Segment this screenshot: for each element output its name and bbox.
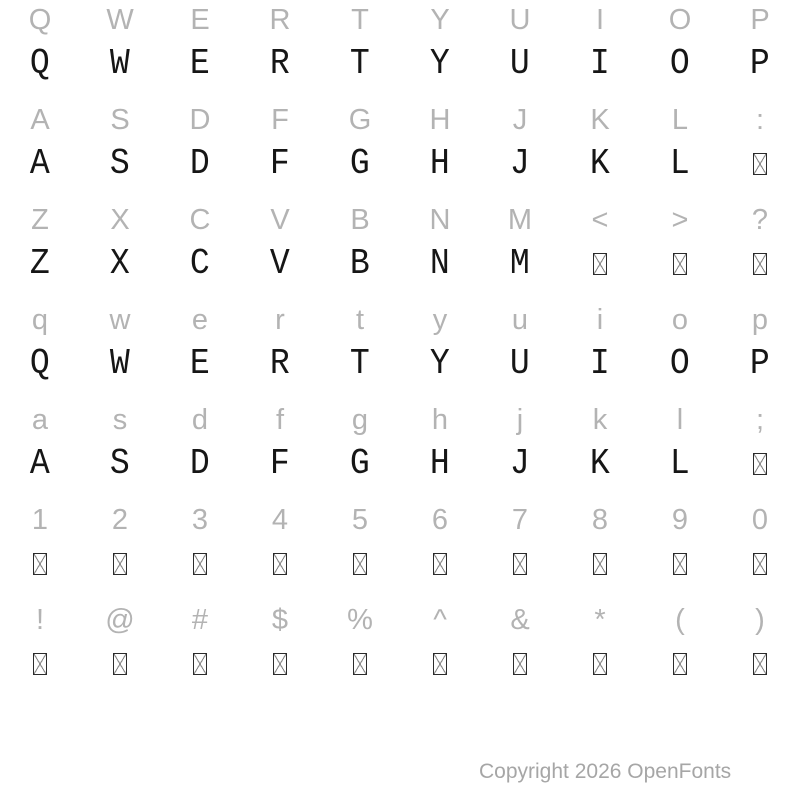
reference-char: ; [755,404,765,436]
missing-glyph-box [113,653,127,675]
row-symbols [0,600,800,700]
reference-char-line [0,200,800,240]
reference-char: O [668,4,692,36]
reference-char-line [0,100,800,140]
reference-char: B [350,204,370,236]
font-glyph: V [270,243,290,284]
reference-char: U [509,4,531,36]
font-glyph: Z [30,243,50,284]
reference-char: ( [675,604,685,636]
missing-glyph-box [593,653,607,675]
reference-char: V [270,204,290,236]
missing-glyph-box [433,553,447,575]
reference-char: ! [35,604,45,636]
reference-char: i [596,304,604,336]
reference-char-line [0,600,800,640]
missing-glyph-box [273,553,287,575]
font-glyph: D [190,443,210,484]
reference-char-line [0,0,800,40]
font-glyph: C [190,243,210,284]
font-glyph: K [590,443,610,484]
reference-char: M [507,204,533,236]
reference-char: J [512,104,528,136]
missing-glyph-box [353,553,367,575]
reference-char: f [275,404,285,436]
reference-char: 5 [351,504,369,536]
font-glyph: D [190,143,210,184]
reference-char: Z [31,204,49,236]
missing-glyph-box [753,453,767,475]
missing-glyph-box [513,653,527,675]
reference-char: T [351,4,369,36]
reference-char: E [190,4,210,36]
reference-char: X [110,204,130,236]
reference-char: $ [271,604,289,636]
font-glyph: Q [30,43,50,84]
font-glyph: Y [430,343,450,384]
missing-glyph-box [753,253,767,275]
reference-char: % [347,604,373,636]
reference-char: N [429,204,451,236]
missing-glyph-box [673,653,687,675]
font-glyph: N [430,243,450,284]
reference-char: H [429,104,451,136]
font-glyph-line [0,640,800,688]
reference-char-line [0,500,800,540]
reference-char: e [191,304,209,336]
reference-char-line [0,300,800,340]
font-glyph: F [270,143,290,184]
reference-char: 8 [591,504,609,536]
font-glyph: F [270,443,290,484]
font-glyph-line [0,140,800,188]
reference-char: s [112,404,128,436]
font-glyph: T [350,343,370,384]
missing-glyph-box [753,553,767,575]
row-uppercase-zxcvbnm-punct [0,200,800,300]
reference-char: ? [751,204,769,236]
reference-char: L [671,104,689,136]
reference-char: W [106,4,134,36]
missing-glyph-box [353,653,367,675]
font-glyph: R [270,343,290,384]
row-lowercase-asdfghjkl-semicolon [0,400,800,500]
reference-char: y [432,304,448,336]
font-glyph-line [0,240,800,288]
reference-char: A [30,104,50,136]
missing-glyph-box [593,253,607,275]
font-glyph: O [670,343,690,384]
font-glyph: A [30,443,50,484]
font-glyph: E [190,343,210,384]
reference-char: h [431,404,449,436]
reference-char: 2 [111,504,129,536]
missing-glyph-box [753,153,767,175]
reference-char: t [355,304,365,336]
row-uppercase-asdfghjkl-colon [0,100,800,200]
reference-char: ^ [433,604,447,636]
reference-char: w [109,304,131,336]
font-glyph: M [510,243,530,284]
font-glyph: G [350,443,370,484]
font-glyph: T [350,43,370,84]
missing-glyph-box [673,553,687,575]
font-glyph: G [350,143,370,184]
font-glyph: H [430,143,450,184]
font-glyph: E [190,43,210,84]
reference-char: g [351,404,369,436]
reference-char: Q [28,4,52,36]
font-glyph: J [510,143,530,184]
reference-char: 9 [671,504,689,536]
row-lowercase-qwertyuiop [0,300,800,400]
font-glyph: P [750,43,770,84]
reference-char: K [590,104,610,136]
font-glyph: A [30,143,50,184]
reference-char-line [0,400,800,440]
missing-glyph-box [193,553,207,575]
missing-glyph-box [273,653,287,675]
missing-glyph-box [593,553,607,575]
reference-char: Y [430,4,450,36]
reference-char: a [31,404,49,436]
missing-glyph-box [193,653,207,675]
reference-char: * [594,604,606,636]
reference-char: 6 [431,504,449,536]
missing-glyph-box [513,553,527,575]
reference-char: r [275,304,285,336]
font-glyph-line [0,440,800,488]
font-glyph: W [110,343,130,384]
font-glyph: R [270,43,290,84]
font-glyph: L [670,143,690,184]
missing-glyph-box [113,553,127,575]
reference-char: p [751,304,769,336]
reference-char: # [191,604,209,636]
font-glyph: O [670,43,690,84]
font-glyph: Q [30,343,50,384]
reference-char: C [189,204,211,236]
reference-char: 4 [271,504,289,536]
font-glyph-line [0,40,800,88]
font-glyph: K [590,143,610,184]
font-glyph: W [110,43,130,84]
reference-char: l [676,404,684,436]
font-glyph-line [0,540,800,588]
missing-glyph-box [433,653,447,675]
font-glyph: U [510,343,530,384]
reference-char: 0 [751,504,769,536]
font-glyph: P [750,343,770,384]
reference-char: & [510,604,530,636]
font-glyph: L [670,443,690,484]
font-glyph: B [350,243,370,284]
reference-char: 1 [31,504,49,536]
font-glyph: S [110,443,130,484]
reference-char: q [31,304,49,336]
font-glyph: Y [430,43,450,84]
reference-char: S [110,104,130,136]
reference-char: > [671,204,689,236]
reference-char: ) [755,604,765,636]
missing-glyph-box [33,553,47,575]
reference-char: G [348,104,372,136]
reference-char: R [269,4,291,36]
reference-char: j [516,404,524,436]
reference-char: F [271,104,289,136]
copyright-text: Copyright 2026 OpenFonts [479,760,732,783]
font-glyph-line [0,340,800,388]
row-uppercase-qwertyuiop [0,0,800,100]
reference-char: u [511,304,529,336]
reference-char: 7 [511,504,529,536]
font-glyph: U [510,43,530,84]
reference-char: 3 [191,504,209,536]
reference-char: d [191,404,209,436]
missing-glyph-box [753,653,767,675]
reference-char: I [595,4,605,36]
font-glyph: J [510,443,530,484]
row-digits [0,500,800,600]
reference-char: o [671,304,689,336]
missing-glyph-box [33,653,47,675]
reference-char: @ [105,604,135,636]
reference-char: < [591,204,609,236]
font-glyph: H [430,443,450,484]
font-glyph: I [590,343,610,384]
reference-char: : [755,104,765,136]
font-glyph: S [110,143,130,184]
reference-char: D [189,104,211,136]
missing-glyph-box [673,253,687,275]
font-glyph: I [590,43,610,84]
reference-char: k [592,404,608,436]
font-glyph: X [110,243,130,284]
reference-char: P [750,4,770,36]
